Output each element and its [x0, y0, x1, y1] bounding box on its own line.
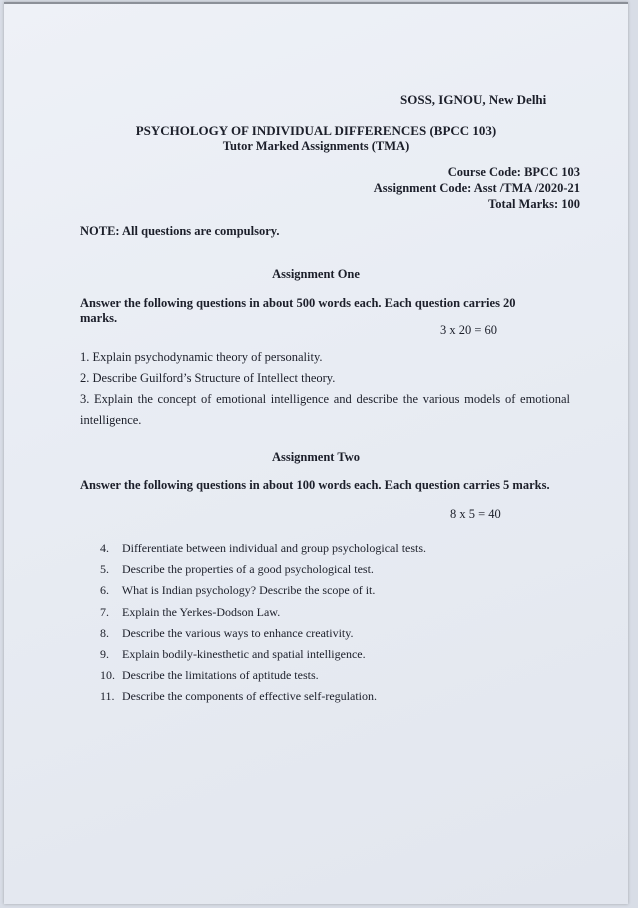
question-number: 1. — [80, 350, 90, 364]
course-meta — [374, 164, 580, 212]
assignment-page — [4, 2, 628, 904]
page-top-edge — [4, 2, 628, 4]
question-text: Differentiate between individual and group psychological tests. — [122, 541, 427, 555]
question-number: 11. — [100, 689, 115, 704]
assignment-two-heading: Assignment Two — [271, 450, 361, 464]
question-text: Describe the components of effective self-regulation. — [122, 689, 378, 704]
question-text: Describe Guilford’s Structure of Intellect theory. — [92, 371, 336, 385]
question-item — [80, 368, 570, 389]
question-item — [100, 686, 426, 707]
assignment-two-questions — [100, 538, 426, 708]
question-number: 3. — [80, 392, 90, 406]
assignment-one-questions — [80, 347, 570, 431]
document-subtitle: Tutor Marked Assignments (TMA) — [222, 139, 410, 153]
question-item — [100, 602, 426, 623]
assignment-one-heading: Assignment One — [272, 267, 360, 281]
question-item — [100, 538, 426, 559]
question-text: Explain bodily-kinesthetic and spatial intelligence. — [122, 647, 366, 662]
question-number: 10. — [100, 668, 115, 683]
note-line: NOTE: All questions are compulsory. — [80, 224, 280, 238]
question-text: Explain the concept of emotional intelligence and describe the various models of emotional intelligence. — [80, 392, 571, 427]
document-title: PSYCHOLOGY OF INDIVIDUAL DIFFERENCES (BPCC 103) — [135, 123, 497, 138]
organization-line: SOSS, IGNOU, New Delhi — [400, 92, 547, 107]
question-item — [100, 580, 426, 601]
question-item — [100, 644, 426, 665]
question-item — [100, 665, 426, 686]
question-item — [100, 623, 426, 644]
assignment-one-marks: 3 x 20 = 60 — [440, 323, 498, 337]
assignment-two-instruction: Answer the following questions in about 100 words each. Each question carries 5 marks. — [80, 478, 550, 492]
total-marks: Total Marks: 100 — [488, 197, 580, 211]
question-item — [100, 559, 426, 580]
assignment-one-instruction: Answer the following questions in about 500 words each. Each question carries 20 marks. — [80, 296, 516, 325]
question-number: 9. — [100, 647, 109, 662]
question-text: Describe the limitations of aptitude tests. — [122, 668, 319, 683]
question-number: 7. — [100, 604, 109, 619]
question-item — [80, 389, 570, 431]
question-text: What is Indian psychology? Describe the scope of it. — [121, 583, 376, 598]
question-number: 2. — [80, 371, 90, 385]
question-number: 6. — [100, 583, 109, 598]
course-code: Course Code: BPCC 103 — [447, 165, 580, 179]
question-number: 4. — [100, 541, 109, 555]
question-item — [80, 347, 570, 368]
assignment-code: Assignment Code: Asst /TMA /2020-21 — [373, 181, 580, 195]
assignment-two-marks: 8 x 5 = 40 — [450, 507, 501, 521]
question-text: Describe the properties of a good psychological test. — [122, 562, 374, 577]
question-number: 8. — [100, 625, 109, 640]
question-number: 5. — [100, 562, 109, 577]
question-text: Explain the Yerkes-Dodson Law. — [122, 604, 281, 619]
question-text: Explain psychodynamic theory of personality. — [92, 350, 323, 364]
question-text: Describe the various ways to enhance creativity. — [122, 625, 354, 640]
